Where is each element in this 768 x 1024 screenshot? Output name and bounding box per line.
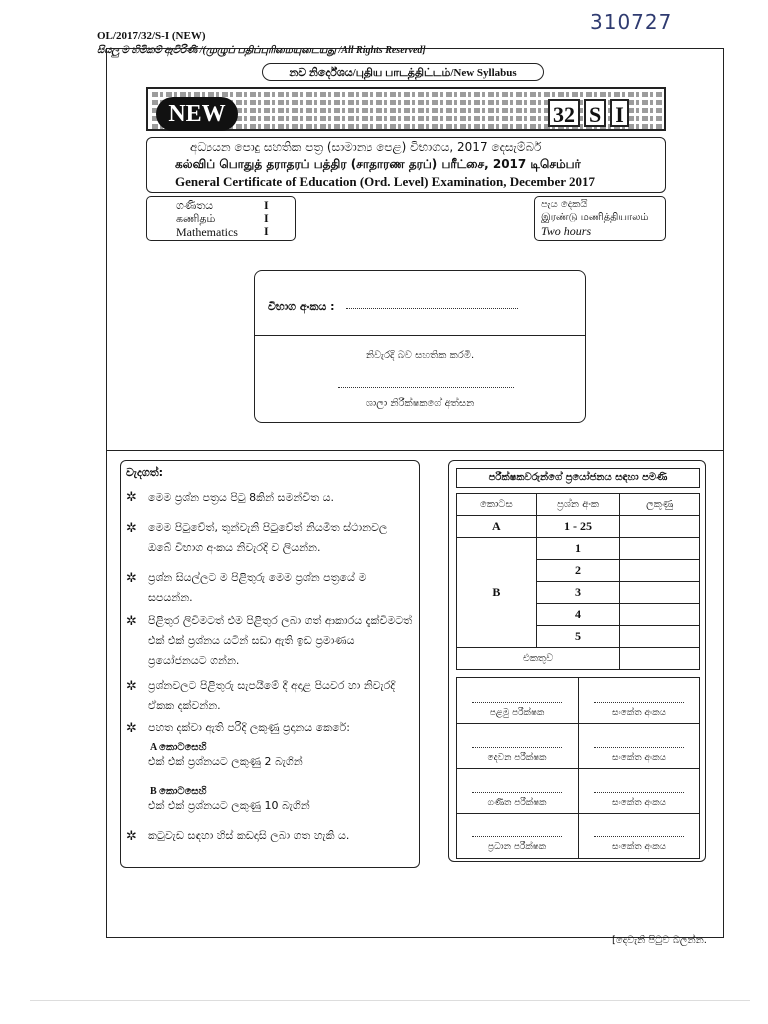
part-a-cell: A	[457, 516, 537, 538]
marks-cell[interactable]	[620, 516, 700, 538]
signature-line[interactable]	[472, 792, 562, 793]
part-b-label: B කොටසෙහි	[150, 786, 207, 797]
first-examiner-label: පළමු පරීක්ෂක	[489, 708, 545, 718]
part-a-label: A කොටසෙහි	[150, 742, 207, 753]
signature-row-divider	[456, 723, 700, 724]
part-b-marks: එක් එක් ප්‍රශ්නයට ලකුණු 10 බැගින්	[148, 799, 310, 812]
bullet-icon: ✲	[126, 490, 137, 505]
instruction-item: මෙම ප්‍රශ්න පත්‍රය පිටු 8කින් සමන්විත ය.	[148, 491, 335, 504]
instruction-item: පහත දක්වා ඇති පරිදි ලකුණු ප්‍රදානය කෙරේ:	[148, 721, 350, 734]
instruction-item: පිළිතුර ලිවීමටත් එම පිළිතුර ලබා ගත් ආකාරය දැක්වීමටත් එක් එක් ප්‍රශ්නය යටින් සඩා ඇති ඉඩ ප්‍රමාණය ප්‍රයෝජනයට ගන්න.	[148, 614, 413, 667]
question-number: 1	[536, 538, 620, 560]
rights-notice: සියලු ම හිමිකම් ඇවිරිණි /(முழுப் பதிப்புரிமையுடையது /All Rights Reserved]	[97, 45, 426, 56]
marks-cell[interactable]	[620, 582, 700, 604]
bullet-icon: ✲	[126, 679, 137, 694]
supervisor-signature-caption: ශාලා නිරීක්ෂකගේ අත්සන	[365, 398, 475, 409]
marks-cell[interactable]	[620, 560, 700, 582]
subject-numeral: I	[264, 198, 269, 212]
duration-sinhala: පැය දෙකයි	[541, 199, 588, 210]
question-number: 4	[536, 604, 620, 626]
section-divider	[106, 450, 724, 451]
code-number-label: සංකේත අංකය	[612, 798, 666, 808]
table-row	[457, 538, 700, 560]
bullet-icon: ✲	[126, 614, 137, 629]
marks-table	[456, 493, 700, 670]
total-marks-cell[interactable]	[620, 648, 700, 670]
paper-code: OL/2017/32/S-I (NEW)	[97, 30, 206, 42]
code-number-label: සංකේත අංකය	[612, 708, 666, 718]
index-number-field[interactable]	[346, 308, 518, 309]
signature-line[interactable]	[472, 702, 562, 703]
header-question-no: ප්‍රශ්න අංක	[536, 494, 620, 516]
table-row	[457, 516, 700, 538]
instruction-item: මෙම පිටුවේත්, තුන්වැනි පිටුවේත් නියමිත ස්ථානවල ඔබේ විභාග අංකය නිවැරදි ව ලියන්න.	[148, 521, 388, 554]
table-header-row	[457, 494, 700, 516]
part-b-cell: B	[457, 538, 537, 648]
instruction-item: ප්‍රශ්නවලට පිළිතුරු සැපයීමේ දී අදාළ පියවර හා නිවැරදි ඒකක දක්වන්න.	[148, 679, 396, 712]
examiner-use-title: පරීක්ෂකවරුන්ගේ ප්‍රයෝජනය සඳහා පමණි	[456, 468, 700, 488]
exam-title-tamil: கல்விப் பொதுத் தராதரப் பத்திர (சாதாரண தரப்) பரீட்சை, 2017 டிசெம்பர்	[175, 157, 581, 171]
certify-text: නිවැරදි බව සහතික කරමි.	[365, 350, 475, 361]
subject-english: Mathematics	[176, 225, 238, 239]
paper-code-boxes	[548, 99, 629, 127]
header-marks: ලකුණු	[620, 494, 700, 516]
duration-tamil: இரண்டு மணித்தியாலம்	[541, 212, 649, 223]
bullet-icon: ✲	[126, 571, 137, 586]
code-number-line[interactable]	[594, 792, 684, 793]
header-part: කොටස	[457, 494, 537, 516]
code-number-line[interactable]	[594, 747, 684, 748]
code-number-label: සංකේත අංකය	[612, 753, 666, 763]
question-number: 2	[536, 560, 620, 582]
total-row	[457, 648, 700, 670]
total-label: එකතුව	[457, 648, 620, 670]
index-number-label: විභාග අංකය :	[268, 300, 335, 313]
instruction-item: ප්‍රශ්න සියල්ලට ම පිළිතුරු මෙම ප්‍රශ්න පත්‍රයේ ම සපයන්න.	[148, 571, 367, 604]
exam-title-english: General Certificate of Education (Ord. Level) Examination, December 2017	[175, 174, 596, 189]
mathematics-examiner-label: ගණිත පරීක්ෂක	[487, 798, 547, 808]
code-number-label: සංකේත අංකය	[612, 842, 666, 852]
duration-english: Two hours	[541, 224, 592, 238]
part-a-range: 1 - 25	[536, 516, 620, 538]
instruction-item: කටුවැඩ සඳහා හිස් කඩදාසි ලබා ගත හැකි ය.	[148, 829, 350, 842]
syllabus-label: නව නිර්දේශය/புதிய பாடத்திட்டம்/New Syllabus	[262, 63, 544, 81]
bullet-icon: ✲	[126, 521, 137, 536]
turn-over-note: [දෙවැනි පිටුව බලන්න.	[612, 935, 707, 946]
code-box-number: 32	[548, 99, 580, 127]
exam-title-sinhala: අධ්‍යයන පොදු සහතික පත්‍ර (සාමාන්‍ය පෙළ) විභාගය, 2017 දෙසැම්බර්	[190, 140, 542, 154]
signature-line[interactable]	[472, 836, 562, 837]
code-box-letter: S	[584, 99, 606, 127]
subject-numeral: I	[264, 224, 269, 238]
code-number-line[interactable]	[594, 702, 684, 703]
bullet-icon: ✲	[126, 829, 137, 844]
code-box-part: I	[610, 99, 629, 127]
marks-cell[interactable]	[620, 626, 700, 648]
subject-sinhala: ගණිතය	[176, 199, 214, 212]
second-examiner-label: දෙවන පරීක්ෂක	[487, 753, 547, 763]
code-number-line[interactable]	[594, 836, 684, 837]
handwritten-stamp-number: 310727	[590, 10, 673, 34]
scan-edge	[30, 1000, 750, 1001]
question-number: 3	[536, 582, 620, 604]
subject-tamil: கணிதம்	[176, 212, 216, 225]
question-number: 5	[536, 626, 620, 648]
supervisor-signature-line[interactable]	[338, 387, 514, 388]
part-a-marks: එක් එක් ප්‍රශ්නයට ලකුණු 2 බැගින්	[148, 755, 303, 768]
signature-line[interactable]	[472, 747, 562, 748]
chief-examiner-label: ප්‍රධාන පරීක්ෂක	[487, 842, 547, 852]
new-badge: NEW	[156, 97, 238, 131]
index-box-divider	[254, 335, 586, 336]
signature-row-divider	[456, 768, 700, 769]
marks-cell[interactable]	[620, 604, 700, 626]
signature-row-divider	[456, 813, 700, 814]
bullet-icon: ✲	[126, 721, 137, 736]
instructions-title: වැදගත්:	[126, 466, 164, 479]
marks-cell[interactable]	[620, 538, 700, 560]
subject-numeral: I	[264, 211, 269, 225]
